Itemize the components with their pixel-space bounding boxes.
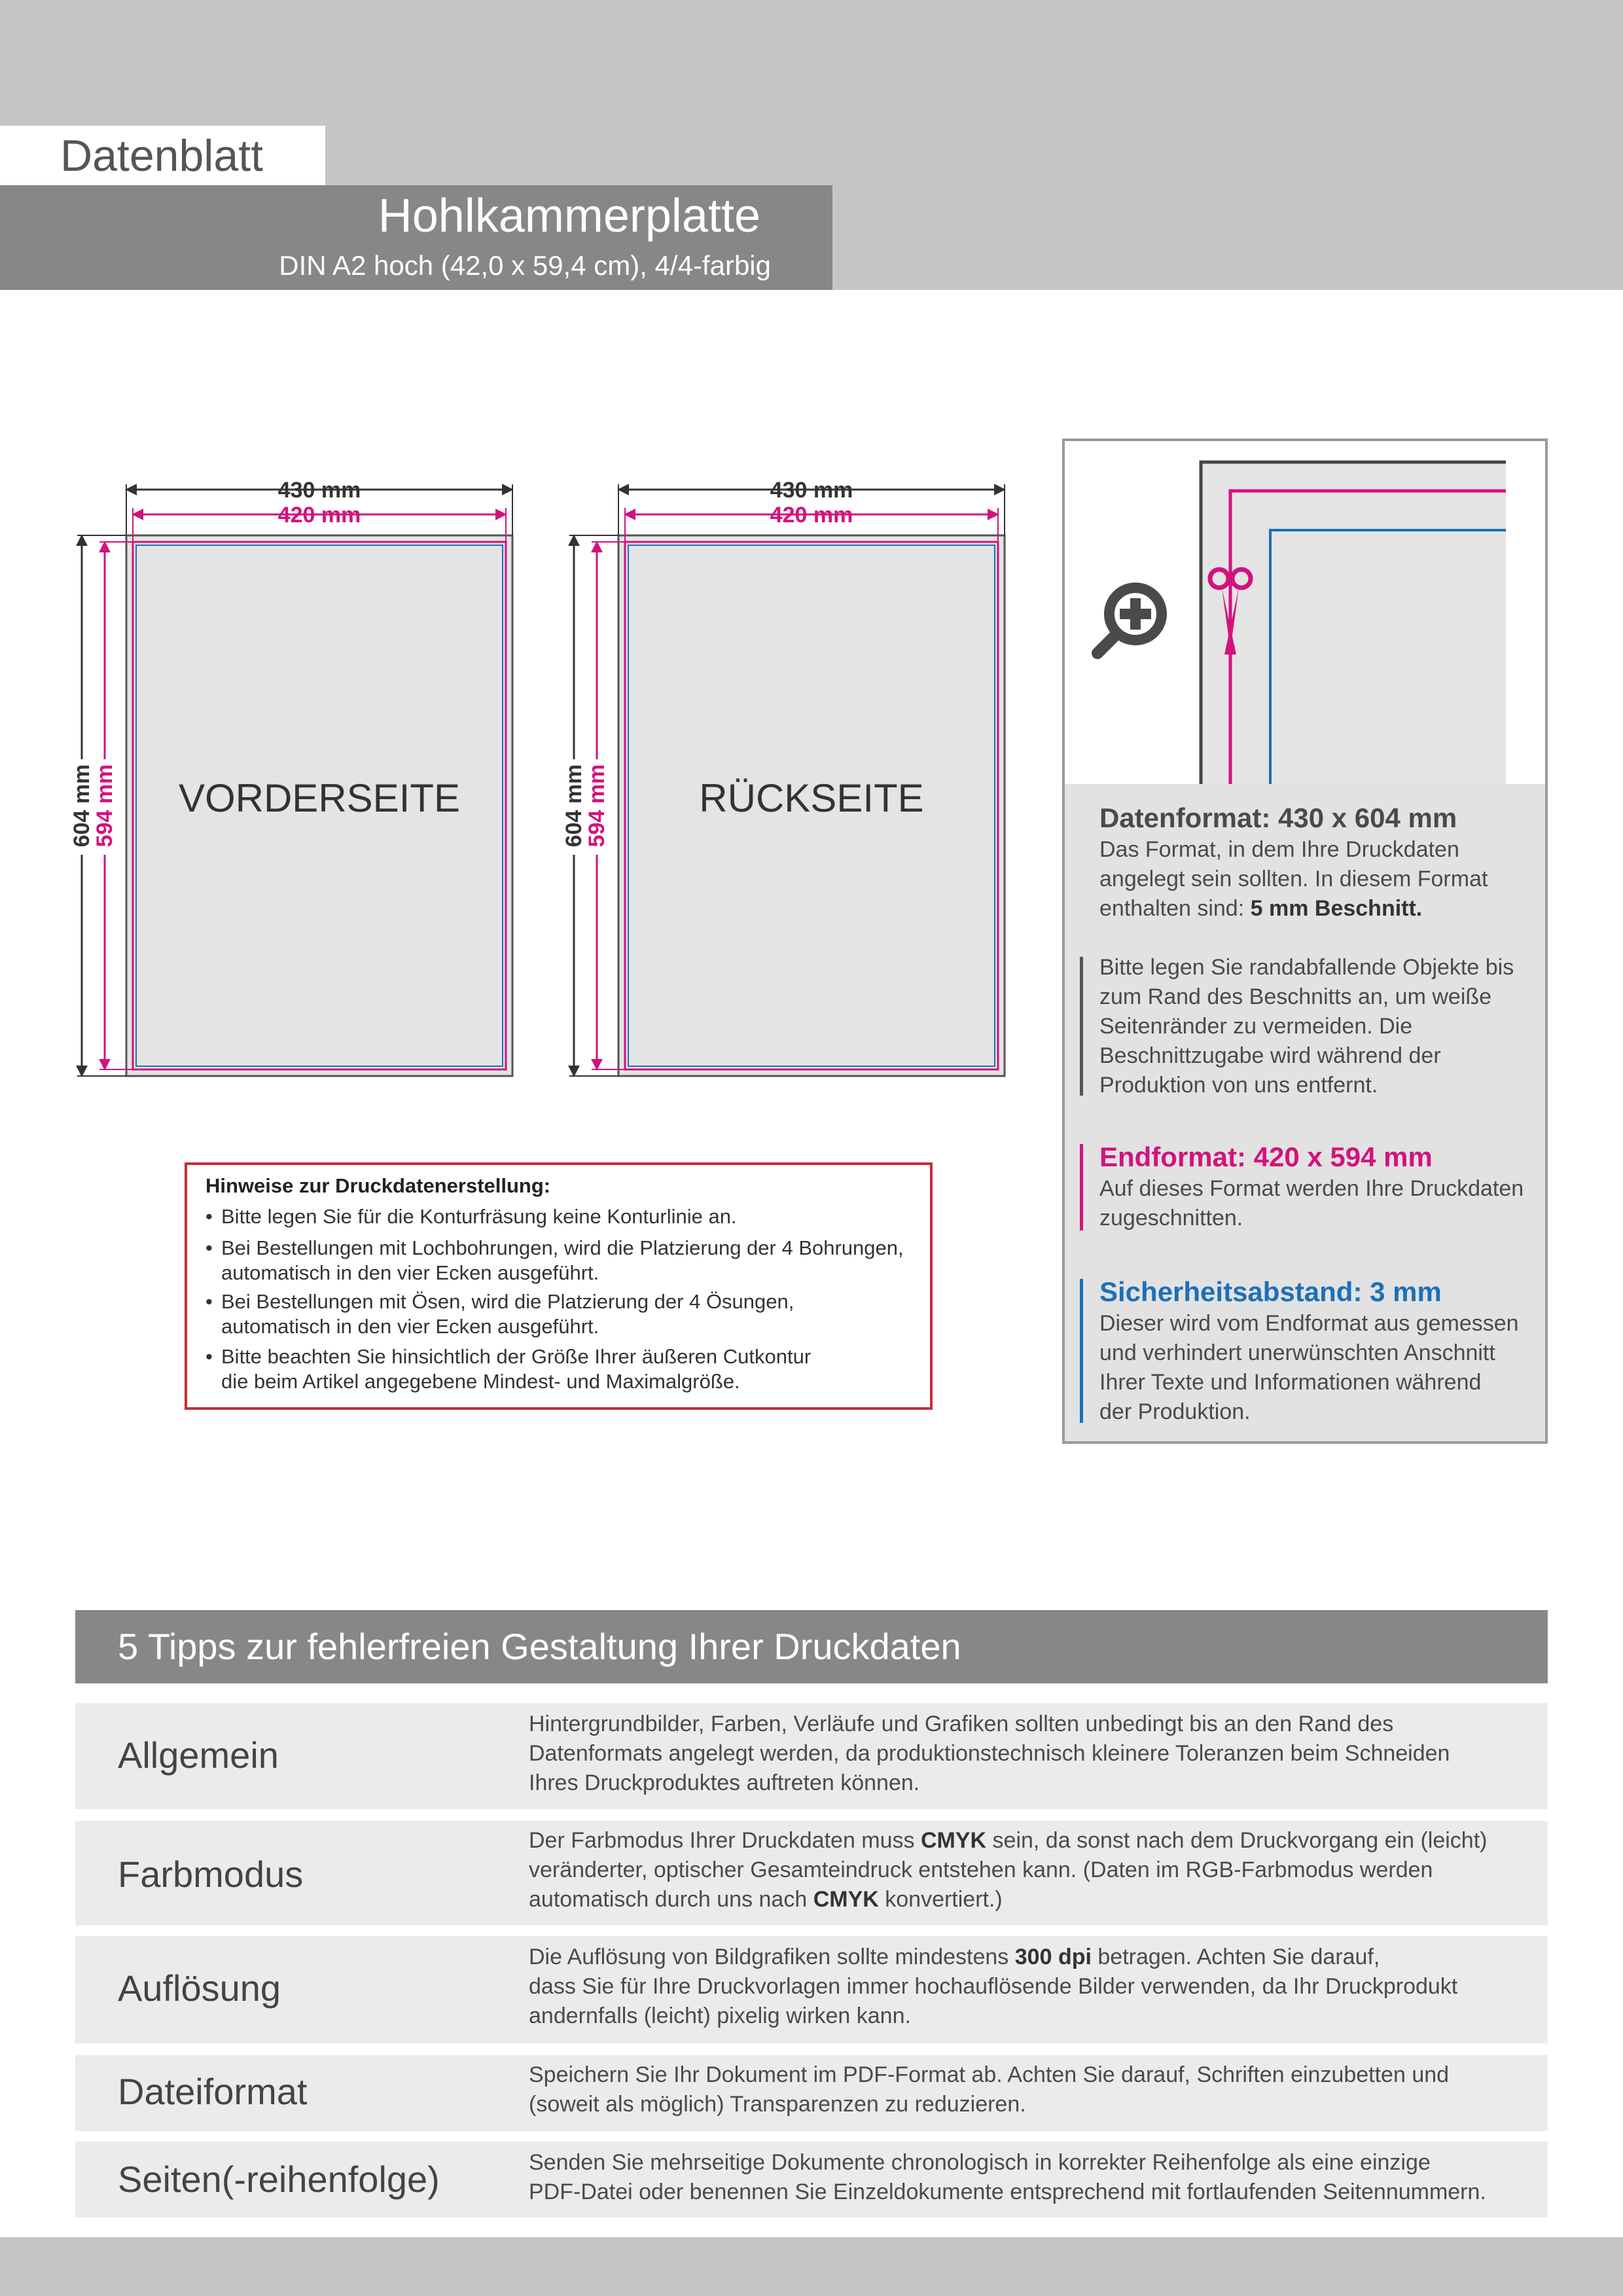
endformat-bar	[1080, 1144, 1083, 1230]
product-subtitle: DIN A2 hoch (42,0 x 59,4 cm), 4/4-farbig	[279, 250, 771, 281]
back-sheet	[562, 478, 1005, 1076]
tip-text-bold: CMYK	[920, 1828, 987, 1853]
note-item: • Bei Bestellungen mit Ösen, wird die Platzierung der 4 Ösungen, automatisch in den vier Ecken ausgeführt.	[205, 1289, 925, 1342]
tip-text-line	[529, 1826, 1537, 1856]
tip-label: Allgemein	[118, 1734, 279, 1776]
tip-text-bold: CMYK	[813, 1887, 879, 1912]
front-width-final-label: 420 mm	[277, 503, 361, 528]
print-notes-title: Hinweise zur Druckdatenerstellung:	[205, 1174, 551, 1197]
tip-text-line: PDF-Datei oder benennen Sie Einzeldokumente entsprechend mit fortlaufenden Seitennummern.	[529, 2179, 1486, 2204]
tip-label: Seiten(-reihenfolge)	[118, 2159, 440, 2200]
back-side-label: RÜCKSEITE	[699, 776, 924, 820]
front-side-label: VORDERSEITE	[178, 776, 461, 820]
tip-text-line: dass Sie für Ihre Druckvorlagen immer hochauflösende Bilder verwenden, da Ihr Druckprodukt	[529, 1974, 1458, 1999]
back-width-final-label: 420 mm	[770, 503, 853, 528]
datenformat-heading: Datenformat: 430 x 604 mm	[1099, 802, 1457, 833]
safety-line-1: Dieser wird vom Endformat aus gemessen	[1099, 1311, 1519, 1336]
tip-text-line: Ihres Druckproduktes auftreten können.	[529, 1770, 920, 1795]
safety-line-2: und verhindert unerwünschten Anschnitt	[1099, 1340, 1495, 1365]
safety-line-3: Ihrer Texte und Informationen während	[1099, 1370, 1482, 1395]
magnifier-icon	[1097, 588, 1162, 653]
tip-label: Auflösung	[118, 1967, 281, 2009]
back-height-total-label: 604 mm	[562, 764, 586, 848]
note-item: • Bitte beachten Sie hinsichtlich der Größe Ihrer äußeren Cutkontur die beim Artikel angegebene Mindest- und Maximalgröße.	[205, 1344, 925, 1397]
endformat-heading: Endformat: 420 x 594 mm	[1099, 1141, 1433, 1172]
tip-text-part: betragen. Achten Sie darauf,	[1091, 1945, 1380, 1969]
tip-text-part: Der Farbmodus Ihrer Druckdaten muss	[529, 1828, 921, 1853]
zoom-detail-illustration	[1065, 441, 1545, 784]
zoom-sheet-corner	[1201, 462, 1506, 784]
tip-text-line: veränderter, optischer Gesamteindruck entstehen kann. (Daten im RGB-Farbmodus werden	[529, 1857, 1433, 1882]
footer-band	[0, 2237, 1623, 2296]
tip-text-line: Datenformats angelegt werden, da produktionstechnisch kleinere Toleranzen beim Schneiden	[529, 1741, 1450, 1766]
tip-text-part: automatisch durch uns nach	[529, 1887, 813, 1912]
datenformat-line-1: Das Format, in dem Ihre Druckdaten	[1099, 837, 1459, 862]
tips-title: 5 Tipps zur fehlerfreien Gestaltung Ihrer Druckdaten	[118, 1626, 961, 1667]
note-text: Bei Bestellungen mit Lochbohrungen, wird die Platzierung der 4 Bohrungen,	[221, 1236, 904, 1259]
tip-text-line: Speichern Sie Ihr Dokument im PDF-Format ab. Achten Sie darauf, Schriften einzubetten und	[529, 2062, 1450, 2087]
datenformat-line-3-text: enthalten sind:	[1099, 896, 1251, 921]
note-item: • Bei Bestellungen mit Lochbohrungen, wird die Platzierung der 4 Bohrungen, automatisch in den vier Ecken ausgeführt.	[205, 1236, 925, 1288]
tip-text-line: Senden Sie mehrseitige Dokumente chronologisch in korrekter Reihenfolge als eine einzige	[529, 2150, 1431, 2175]
bleed-note-bar	[1080, 957, 1083, 1096]
tip-text-bold: 300 dpi	[1014, 1945, 1092, 1969]
tip-text-part: konvertiert.)	[878, 1887, 1003, 1912]
tip-text-line	[529, 1885, 1537, 1914]
datenformat-line-2: angelegt sein sollten. In diesem Format	[1099, 867, 1488, 891]
back-height-final-label: 594 mm	[584, 764, 609, 848]
tip-text-line: (soweit als möglich) Transparenzen zu reduzieren.	[529, 2092, 1026, 2117]
tip-text-line: Hintergrundbilder, Farben, Verläufe und Grafiken sollten unbedingt bis an den Rand des	[529, 1712, 1394, 1736]
safety-line-4: der Produktion.	[1099, 1399, 1251, 1424]
front-sheet	[69, 478, 512, 1076]
bleed-note-line-5: Produktion von uns entfernt.	[1099, 1073, 1378, 1098]
endformat-line-1: Auf dieses Format werden Ihre Druckdaten	[1099, 1176, 1524, 1201]
tip-text-line: andernfalls (leicht) pixelig wirken kann.	[529, 2003, 911, 2028]
note-text: Bitte beachten Sie hinsichtlich der Größe Ihrer äußeren Cutkontur	[221, 1345, 812, 1368]
datenformat-bleed-value: 5 mm Beschnitt.	[1250, 896, 1423, 921]
bleed-note-line-1: Bitte legen Sie randabfallende Objekte bis	[1099, 955, 1514, 980]
front-height-total-label: 604 mm	[69, 764, 94, 848]
note-text: Bei Bestellungen mit Ösen, wird die Platzierung der 4 Ösungen,	[221, 1290, 794, 1313]
tip-text-part: sein, da sonst nach dem Druckvorgang ein (leicht)	[986, 1828, 1488, 1853]
front-height-final-label: 594 mm	[92, 764, 117, 848]
endformat-line-2: zugeschnitten.	[1099, 1206, 1243, 1230]
note-text: die beim Artikel angegebene Mindest- und Maximalgröße.	[221, 1370, 740, 1393]
tip-label: Farbmodus	[118, 1854, 304, 1895]
tip-label: Dateiformat	[118, 2071, 308, 2112]
bleed-note-line-3: Seitenränder zu vermeiden. Die	[1099, 1014, 1413, 1039]
safety-bar	[1080, 1279, 1083, 1423]
bleed-note-line-4: Beschnittzugabe wird während der	[1099, 1043, 1441, 1068]
tip-text-line	[529, 1943, 1537, 1972]
document-label: Datenblatt	[60, 131, 263, 181]
note-text: Bitte legen Sie für die Konturfräsung keine Konturlinie an.	[221, 1205, 737, 1228]
front-width-total-label: 430 mm	[277, 478, 361, 503]
note-item: • Bitte legen Sie für die Konturfräsung keine Konturlinie an.	[205, 1204, 925, 1230]
note-text: automatisch in den vier Ecken ausgeführt.	[221, 1261, 599, 1284]
datenformat-line-3	[1099, 894, 1538, 924]
tip-text-part: Die Auflösung von Bildgrafiken sollte mindestens	[529, 1945, 1015, 1969]
product-title: Hohlkammerplatte	[378, 190, 760, 242]
bleed-note-line-2: zum Rand des Beschnitts an, um weiße	[1099, 984, 1492, 1009]
back-width-total-label: 430 mm	[770, 478, 853, 503]
safety-heading: Sicherheitsabstand: 3 mm	[1099, 1276, 1442, 1307]
note-text: automatisch in den vier Ecken ausgeführt.	[221, 1315, 599, 1338]
